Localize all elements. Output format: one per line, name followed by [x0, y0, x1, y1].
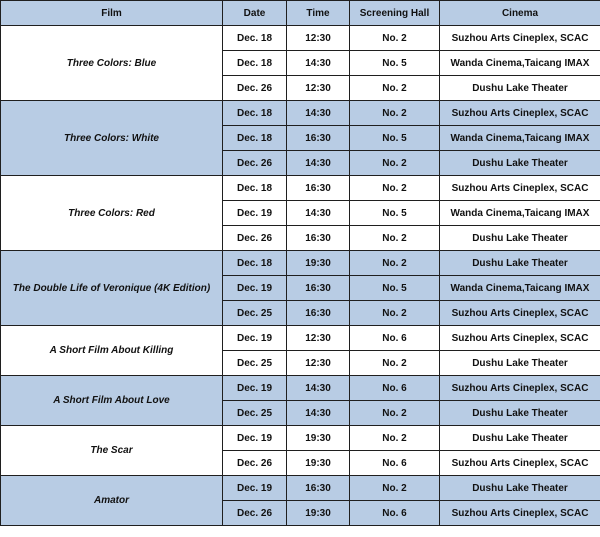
date-column-header: Date — [223, 1, 287, 26]
cinema-cell: Suzhou Arts Cineplex, SCAC — [440, 26, 600, 51]
date-cell: Dec. 19 — [223, 201, 287, 226]
date-cell: Dec. 25 — [223, 401, 287, 426]
cinema-cell: Suzhou Arts Cineplex, SCAC — [440, 176, 600, 201]
time-cell: 19:30 — [287, 501, 350, 526]
date-cell: Dec. 19 — [223, 476, 287, 501]
date-cell: Dec. 26 — [223, 76, 287, 101]
date-cell: Dec. 26 — [223, 451, 287, 476]
date-cell: Dec. 26 — [223, 226, 287, 251]
film-title-cell: Three Colors: White — [1, 101, 223, 176]
film-title-cell: Three Colors: Blue — [1, 26, 223, 101]
hall-cell: No. 2 — [350, 251, 440, 276]
table-row — [1, 326, 600, 351]
hall-cell: No. 2 — [350, 101, 440, 126]
time-cell: 19:30 — [287, 251, 350, 276]
time-column-header: Time — [287, 1, 350, 26]
schedule-body — [1, 26, 600, 526]
date-cell: Dec. 19 — [223, 426, 287, 451]
time-cell: 16:30 — [287, 276, 350, 301]
hall-cell: No. 2 — [350, 476, 440, 501]
time-cell: 16:30 — [287, 301, 350, 326]
hall-cell: No. 6 — [350, 451, 440, 476]
film-title-cell: A Short Film About Killing — [1, 326, 223, 376]
date-cell: Dec. 25 — [223, 301, 287, 326]
time-cell: 14:30 — [287, 51, 350, 76]
hall-cell: No. 2 — [350, 226, 440, 251]
date-cell: Dec. 25 — [223, 351, 287, 376]
hall-cell: No. 2 — [350, 401, 440, 426]
table-row — [1, 376, 600, 401]
time-cell: 12:30 — [287, 351, 350, 376]
cinema-cell: Dushu Lake Theater — [440, 351, 600, 376]
cinema-cell: Suzhou Arts Cineplex, SCAC — [440, 451, 600, 476]
date-cell: Dec. 26 — [223, 151, 287, 176]
date-cell: Dec. 18 — [223, 251, 287, 276]
time-cell: 12:30 — [287, 76, 350, 101]
hall-cell: No. 5 — [350, 51, 440, 76]
time-cell: 14:30 — [287, 201, 350, 226]
film-column-header: Film — [1, 1, 223, 26]
hall-cell: No. 2 — [350, 176, 440, 201]
date-cell: Dec. 18 — [223, 26, 287, 51]
film-title-cell: The Scar — [1, 426, 223, 476]
cinema-cell: Wanda Cinema,Taicang IMAX — [440, 51, 600, 76]
hall-cell: No. 6 — [350, 376, 440, 401]
cinema-cell: Dushu Lake Theater — [440, 76, 600, 101]
time-cell: 14:30 — [287, 376, 350, 401]
table-row — [1, 251, 600, 276]
cinema-cell: Dushu Lake Theater — [440, 401, 600, 426]
date-cell: Dec. 26 — [223, 501, 287, 526]
hall-cell: No. 6 — [350, 326, 440, 351]
cinema-cell: Wanda Cinema,Taicang IMAX — [440, 126, 600, 151]
time-cell: 16:30 — [287, 226, 350, 251]
time-cell: 14:30 — [287, 401, 350, 426]
hall-cell: No. 5 — [350, 276, 440, 301]
date-cell: Dec. 18 — [223, 51, 287, 76]
date-cell: Dec. 18 — [223, 176, 287, 201]
table-row — [1, 26, 600, 51]
hall-cell: No. 6 — [350, 501, 440, 526]
cinema-cell: Dushu Lake Theater — [440, 251, 600, 276]
table-row — [1, 426, 600, 451]
date-cell: Dec. 18 — [223, 126, 287, 151]
film-title-cell: A Short Film About Love — [1, 376, 223, 426]
cinema-cell: Wanda Cinema,Taicang IMAX — [440, 201, 600, 226]
film-title-cell: Three Colors: Red — [1, 176, 223, 251]
cinema-cell: Suzhou Arts Cineplex, SCAC — [440, 376, 600, 401]
table-row — [1, 476, 600, 501]
date-cell: Dec. 19 — [223, 326, 287, 351]
hall-cell: No. 2 — [350, 76, 440, 101]
film-title-cell: Amator — [1, 476, 223, 526]
cinema-column-header: Cinema — [440, 1, 600, 26]
cinema-cell: Suzhou Arts Cineplex, SCAC — [440, 301, 600, 326]
cinema-cell: Suzhou Arts Cineplex, SCAC — [440, 326, 600, 351]
hall-column-header: Screening Hall — [350, 1, 440, 26]
cinema-cell: Suzhou Arts Cineplex, SCAC — [440, 101, 600, 126]
time-cell: 12:30 — [287, 326, 350, 351]
film-title-cell: The Double Life of Veronique (4K Edition) — [1, 251, 223, 326]
cinema-cell: Dushu Lake Theater — [440, 151, 600, 176]
cinema-cell: Dushu Lake Theater — [440, 426, 600, 451]
time-cell: 19:30 — [287, 451, 350, 476]
date-cell: Dec. 19 — [223, 376, 287, 401]
date-cell: Dec. 19 — [223, 276, 287, 301]
time-cell: 14:30 — [287, 151, 350, 176]
hall-cell: No. 5 — [350, 201, 440, 226]
time-cell: 16:30 — [287, 126, 350, 151]
hall-cell: No. 2 — [350, 151, 440, 176]
cinema-cell: Wanda Cinema,Taicang IMAX — [440, 276, 600, 301]
cinema-cell: Suzhou Arts Cineplex, SCAC — [440, 501, 600, 526]
hall-cell: No. 5 — [350, 126, 440, 151]
time-cell: 19:30 — [287, 426, 350, 451]
table-row — [1, 176, 600, 201]
date-cell: Dec. 18 — [223, 101, 287, 126]
time-cell: 16:30 — [287, 176, 350, 201]
time-cell: 12:30 — [287, 26, 350, 51]
hall-cell: No. 2 — [350, 426, 440, 451]
table-row — [1, 101, 600, 126]
hall-cell: No. 2 — [350, 351, 440, 376]
header-row — [1, 1, 600, 26]
hall-cell: No. 2 — [350, 26, 440, 51]
time-cell: 16:30 — [287, 476, 350, 501]
hall-cell: No. 2 — [350, 301, 440, 326]
cinema-cell: Dushu Lake Theater — [440, 476, 600, 501]
time-cell: 14:30 — [287, 101, 350, 126]
cinema-cell: Dushu Lake Theater — [440, 226, 600, 251]
